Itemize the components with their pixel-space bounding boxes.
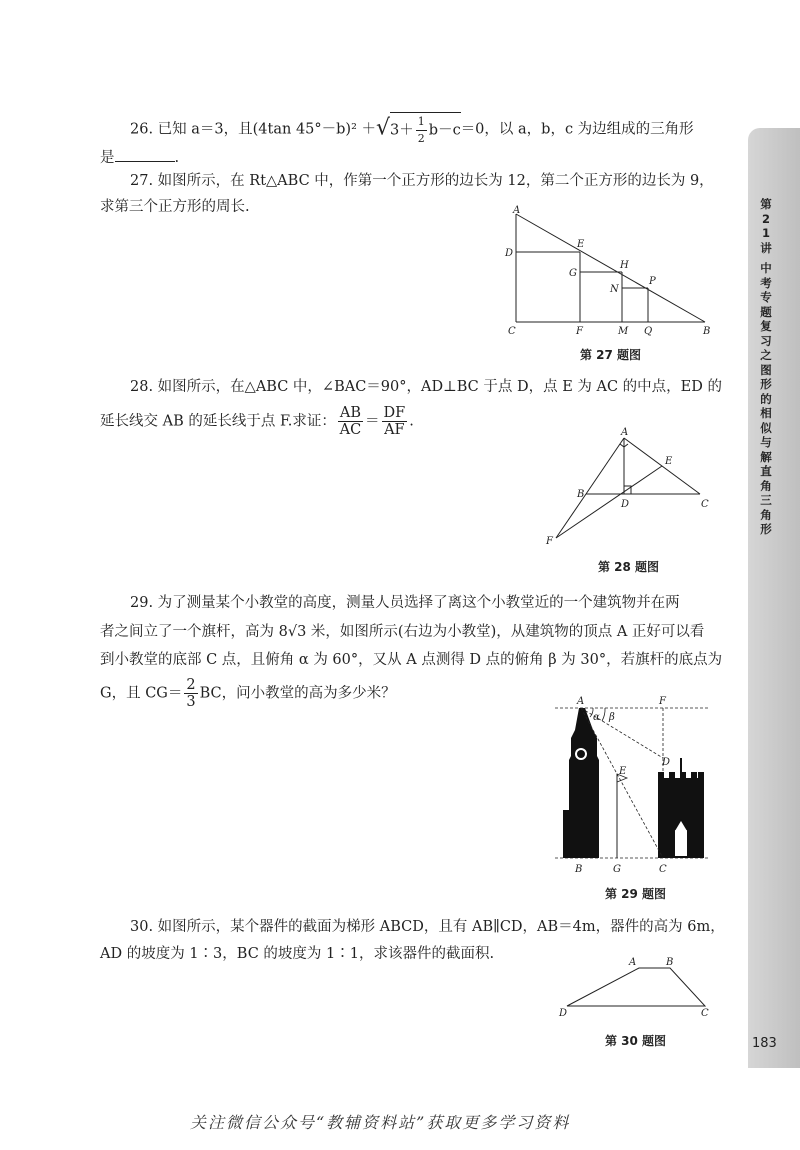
q29-frac-den: 3: [186, 694, 196, 710]
q29-figure: [555, 690, 725, 880]
page-number: 183: [752, 1036, 777, 1051]
q28-label-a: A: [621, 427, 629, 438]
q27-label-a: A: [513, 205, 521, 216]
chapter-label: 第21讲: [760, 197, 772, 255]
q30-figure: [555, 952, 715, 1022]
q27-line1: 27. 如图所示，在 Rt△ABC 中，作第一个正方形的边长为 12，第二个正方形的边长为 9，: [130, 173, 714, 189]
q29-line1: 29. 为了测量某个小教堂的高度，测量人员选择了离这个小教堂近的一个建筑物并在两: [130, 595, 680, 611]
q27-label-f: F: [576, 326, 583, 337]
q30-line2: AD 的坡度为 1∶3，BC 的坡度为 1∶1，求该器件的截面积.: [100, 946, 495, 962]
q26-sqrt: √3＋ $\frac{1}{2}$ b－c: [376, 112, 461, 147]
q27-label-m: M: [618, 326, 629, 337]
q27-label-b: B: [703, 326, 711, 337]
q28-equals: ＝: [365, 413, 380, 430]
q30-label-a: A: [629, 957, 637, 968]
q26-line2-end: .: [174, 150, 180, 166]
q28-line-fe: [556, 466, 662, 538]
q28-label-b: B: [577, 489, 585, 500]
q27-label-q: Q: [644, 326, 653, 337]
q29-clock-face: [577, 750, 585, 758]
q29-label-c: C: [659, 864, 667, 875]
q26-fraction: [416, 114, 427, 147]
q26-frac-den: 2: [417, 132, 425, 145]
q28-fraction1: [338, 405, 363, 438]
q26-part1: 26. 已知 a＝3，且(4tan 45°－b)² ＋: [130, 121, 377, 138]
q28-figure: [540, 422, 715, 552]
q27-label-p: P: [649, 276, 656, 287]
q29-label-d: D: [662, 757, 671, 768]
q27-caption: 第 27 题图: [580, 348, 642, 362]
q29-label-beta: β: [609, 712, 615, 723]
q28-label-e: E: [665, 456, 673, 467]
q29-caption: 第 29 题图: [605, 887, 667, 901]
q28-label-f: F: [546, 536, 553, 547]
q28-frac2-den: AF: [384, 422, 405, 438]
q28-frac2-num: DF: [383, 405, 406, 421]
q29-label-alpha: α: [593, 712, 600, 723]
q26-line2: [100, 147, 179, 168]
q28-label-c: C: [701, 499, 709, 510]
q28-side-ab: [586, 438, 624, 494]
side-tab-text: [755, 197, 777, 537]
q28-end: .: [409, 413, 414, 430]
q28-line1: 28. 如图所示，在△ABC 中，∠BAC＝90°，AD⊥BC 于点 D，点 E 为 AC 的中点，ED 的: [130, 379, 722, 395]
q29-label-g: G: [613, 864, 621, 875]
q30-label-b: B: [666, 957, 674, 968]
q26-sqrt-pre: 3＋: [390, 122, 414, 139]
q28-fraction2: [382, 405, 408, 438]
q29-line3: 到小教堂的底部 C 点，且俯角 α 为 60°，又从 A 点测得 D 点的俯角 β 为 30°，若旗杆的底点为: [100, 652, 723, 668]
footer-note: 关注微信公众号“教辅资料站”获取更多学习资料: [190, 1113, 571, 1132]
q29-angle-beta: [602, 708, 605, 721]
chapter-title: 中考专题复习之图形的相似与解直角三角形: [760, 261, 772, 536]
q27-label-e: E: [577, 239, 585, 250]
q26-line2-text: 是: [100, 150, 115, 166]
q29-label-b: B: [575, 864, 583, 875]
q26-part2: ＝0，以 a，b，c 为边组成的三角形: [460, 121, 694, 138]
q29-line2: 者之间立了一个旗杆，高为 8√3 米，如图所示(右边为小教堂)，从建筑物的顶点 A 正好可以看: [100, 624, 705, 640]
q29-line4: [100, 677, 396, 710]
q28-label-d: D: [621, 499, 630, 510]
q29-label-a: A: [577, 696, 585, 707]
q27-line2: 求第三个正方形的周长.: [100, 199, 250, 215]
q28-line2: [100, 405, 414, 438]
q30-trapezoid: [567, 968, 705, 1006]
q29-line4-pre: G，且 CG＝: [100, 685, 183, 702]
q30-caption: 第 30 题图: [605, 1034, 667, 1048]
q27-label-d: D: [505, 248, 514, 259]
q26-frac-num: 1: [416, 114, 427, 131]
q27-label-c: C: [508, 326, 516, 337]
q26-answer-blank: [115, 147, 175, 162]
q29-frac-num: 2: [186, 677, 196, 693]
q27-side-ab: [516, 214, 705, 322]
q29-fraction: [184, 677, 197, 710]
q28-ext-bf: [556, 494, 586, 538]
q28-frac1-den: AC: [339, 422, 362, 438]
q28-line2-text: 延长线交 AB 的延长线于点 F.求证：: [100, 413, 336, 430]
q29-label-f: F: [659, 696, 666, 707]
q26-sqrt-post: b－c: [428, 122, 461, 139]
q29-label-e: E: [619, 766, 627, 777]
q30-label-c: C: [701, 1008, 709, 1019]
q29-line4-post: BC，问小教堂的高为多少米？: [199, 685, 396, 702]
q28-frac1-num: AB: [339, 405, 362, 421]
q27-figure: [500, 200, 720, 340]
q27-label-n: N: [610, 284, 619, 295]
q28-caption: 第 28 题图: [598, 560, 660, 574]
q27-label-g: G: [569, 268, 577, 279]
q30-label-d: D: [559, 1008, 568, 1019]
q26-line1: [130, 112, 694, 147]
q27-label-h: H: [620, 260, 629, 271]
q30-line1: 30. 如图所示，某个器件的截面为梯形 ABCD，且有 AB∥CD，AB＝4m，器件的高为 6m，: [130, 919, 725, 935]
